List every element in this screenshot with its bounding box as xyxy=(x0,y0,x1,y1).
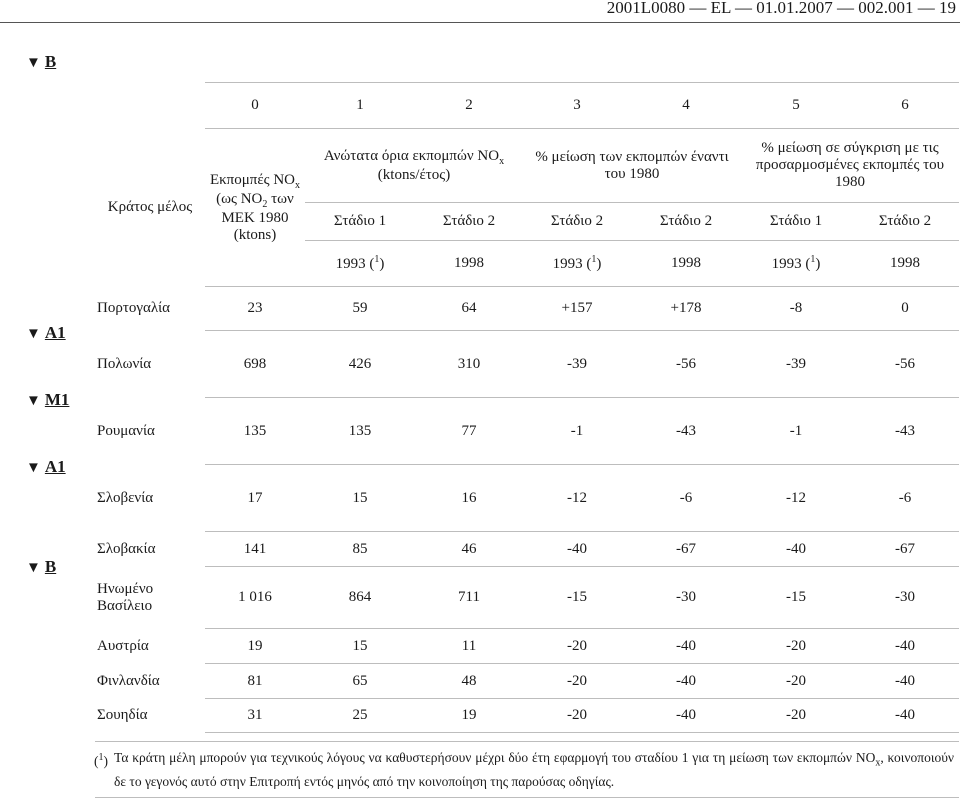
down-triangle-icon: ▼ xyxy=(26,326,41,342)
column-number: 2 xyxy=(415,83,523,129)
year-label: 1998 xyxy=(415,241,523,287)
country-name: Αυστρία xyxy=(97,637,149,654)
table-cell: 25 xyxy=(305,699,415,733)
country-name: Ρουμανία xyxy=(97,422,155,439)
table-row xyxy=(95,398,959,465)
table-cell: 65 xyxy=(305,664,415,699)
country-name: Πολωνία xyxy=(97,355,152,372)
footnote-marker: ($^1$) xyxy=(94,752,108,769)
table-cell: -67 xyxy=(631,532,741,567)
table-cell: 81 xyxy=(205,664,305,699)
table-cell: 19 xyxy=(205,629,305,664)
table-cell: 19 xyxy=(415,699,523,733)
table-cell: -20 xyxy=(741,664,851,699)
amendment-marker-b: ▼ B xyxy=(26,557,57,576)
table-cell: -56 xyxy=(851,331,959,398)
table-cell: 15 xyxy=(305,629,415,664)
document-reference: 2001L0080 — EL — 01.01.2007 — 002.001 — 19 xyxy=(606,0,956,17)
table-cell: -39 xyxy=(741,331,851,398)
down-triangle-icon: ▼ xyxy=(26,393,41,409)
footnote-divider xyxy=(95,741,959,742)
table-cell: 15 xyxy=(305,465,415,532)
table-cell: -20 xyxy=(523,629,631,664)
down-triangle-icon: ▼ xyxy=(26,55,41,71)
down-triangle-icon: ▼ xyxy=(26,460,41,476)
year-label: 1998 xyxy=(631,241,741,287)
table-cell: 11 xyxy=(415,629,523,664)
table-cell: 1 016 xyxy=(205,567,305,629)
table-cell: -20 xyxy=(741,629,851,664)
down-triangle-icon: ▼ xyxy=(26,560,41,576)
table-cell: -40 xyxy=(851,664,959,699)
emissions-table xyxy=(95,82,959,733)
country-name: Σλοβακία xyxy=(97,540,156,557)
amendment-marker-a1: ▼ A1 xyxy=(26,457,66,476)
member-state-header: Κράτος μέλος xyxy=(107,199,193,215)
table-cell: -20 xyxy=(741,699,851,733)
table-row xyxy=(95,629,959,664)
table-cell: -15 xyxy=(741,567,851,629)
table-cell: -67 xyxy=(851,532,959,567)
table-cell: 711 xyxy=(415,567,523,629)
table-cell: -39 xyxy=(523,331,631,398)
table-row xyxy=(95,699,959,733)
table-cell: 85 xyxy=(305,532,415,567)
index-spacer xyxy=(95,83,205,129)
table-cell: 64 xyxy=(415,287,523,331)
table-cell: -12 xyxy=(523,465,631,532)
reduction-vs-1980-header: % μείωση των εκπομπών έναντι του 1980 xyxy=(523,129,741,203)
table-cell: -40 xyxy=(631,629,741,664)
column-number: 1 xyxy=(305,83,415,129)
country-name: Ηνωμένο Βασίλειο xyxy=(97,580,154,614)
bottom-divider xyxy=(95,797,959,798)
table-cell: 23 xyxy=(205,287,305,331)
emission-limits-header: Ανώτατα όρια εκπομπών $NO_x$ (ktons/έτος) xyxy=(305,129,523,203)
table-cell: 426 xyxy=(305,331,415,398)
table-row xyxy=(95,465,959,532)
table-cell: -15 xyxy=(523,567,631,629)
table-cell: -40 xyxy=(851,699,959,733)
table-cell: 16 xyxy=(415,465,523,532)
reduction-vs-adjusted-header: % μείωση σε σύγκριση με τις προσαρμοσμένες εκπομπές του 1980 xyxy=(741,129,959,203)
table-cell: 46 xyxy=(415,532,523,567)
stage-label: Στάδιο 1 xyxy=(305,203,415,241)
column-number: 4 xyxy=(631,83,741,129)
table-cell: -12 xyxy=(741,465,851,532)
table-row xyxy=(95,287,959,331)
footnote-text: Τα κράτη μέλη μπορούν για τεχνικούς λόγους να καθυστερήσουν μέχρι δύο έτη εφαρμογή του σταδίου 1 για τη μείωση των εκπομπών NO xyxy=(114,750,876,765)
country-name: Σουηδία xyxy=(97,707,148,723)
column-number: 5 xyxy=(741,83,851,129)
table-cell: 698 xyxy=(205,331,305,398)
stage-label: Στάδιο 1 xyxy=(741,203,851,241)
emissions-1980-header: Εκπομπές $NO_x$ (ως $NO_2$ των ΜΕΚ 1980 (ktons) xyxy=(205,129,305,287)
table-cell: -43 xyxy=(851,398,959,465)
table-cell: -40 xyxy=(523,532,631,567)
table-cell: -40 xyxy=(631,699,741,733)
table-cell: -40 xyxy=(741,532,851,567)
table-cell: -56 xyxy=(631,331,741,398)
amendment-marker-m1: ▼ M1 xyxy=(26,390,70,409)
table-row xyxy=(95,664,959,699)
amendment-marker-b: ▼ B xyxy=(26,52,57,71)
header-caption-row xyxy=(95,129,959,203)
table-cell: -40 xyxy=(851,629,959,664)
year-label: 1993 ($^1$) xyxy=(305,241,415,287)
table-cell: -1 xyxy=(523,398,631,465)
table-cell: 864 xyxy=(305,567,415,629)
country-name: Πορτογαλία xyxy=(97,300,171,316)
table-cell: -40 xyxy=(631,664,741,699)
table-cell: -30 xyxy=(851,567,959,629)
table-cell: 310 xyxy=(415,331,523,398)
table-cell: 31 xyxy=(205,699,305,733)
table-cell: -6 xyxy=(631,465,741,532)
table-cell: -20 xyxy=(523,699,631,733)
table-cell: 141 xyxy=(205,532,305,567)
stage-label: Στάδιο 2 xyxy=(851,203,959,241)
footnote: ($^1$) Τα κράτη μέλη μπορούν για τεχνικούς λόγους να καθυστερήσουν μέχρι δύο έτη εφαρμογή του σταδίου 1 για τη μείωση των εκπομπών $NO_x$, κοινοποιούν δε το γεγονός αυτό στην Επιτροπή εντός μηνός από την κοινοποίηση της παρούσας οδηγίας. xyxy=(94,750,954,789)
table-row xyxy=(95,567,959,629)
table-row xyxy=(95,532,959,567)
stage-label: Στάδιο 2 xyxy=(415,203,523,241)
table-row xyxy=(95,331,959,398)
table-cell: -43 xyxy=(631,398,741,465)
year-label: 1993 ($^1$) xyxy=(523,241,631,287)
table-cell: -6 xyxy=(851,465,959,532)
table-cell: -8 xyxy=(741,287,851,331)
stage-label: Στάδιο 2 xyxy=(631,203,741,241)
table-cell: -20 xyxy=(523,664,631,699)
table-cell: -30 xyxy=(631,567,741,629)
footnote-text-end: , κοινοποιούν δε το γεγονός αυτό στην Επιτροπή εντός μηνός από την κοινοποίηση της παρούσας οδηγίας. xyxy=(114,750,954,789)
table-cell: 59 xyxy=(305,287,415,331)
stage-label: Στάδιο 2 xyxy=(523,203,631,241)
table-cell: -1 xyxy=(741,398,851,465)
column-number: 0 xyxy=(205,83,305,129)
table-cell: 135 xyxy=(205,398,305,465)
country-name: Φινλανδία xyxy=(97,672,160,689)
column-number: 6 xyxy=(851,83,959,129)
table-cell: 135 xyxy=(305,398,415,465)
table-cell: +178 xyxy=(631,287,741,331)
table-cell: 77 xyxy=(415,398,523,465)
country-name: Σλοβενία xyxy=(97,489,154,506)
page-header xyxy=(0,0,960,23)
table-cell: +157 xyxy=(523,287,631,331)
column-number-row xyxy=(95,83,959,129)
table-cell: 0 xyxy=(851,287,959,331)
table-cell: 17 xyxy=(205,465,305,532)
year-label: 1998 xyxy=(851,241,959,287)
column-number: 3 xyxy=(523,83,631,129)
amendment-marker-a1: ▼ A1 xyxy=(26,323,66,342)
table-cell: 48 xyxy=(415,664,523,699)
year-label: 1993 ($^1$) xyxy=(741,241,851,287)
